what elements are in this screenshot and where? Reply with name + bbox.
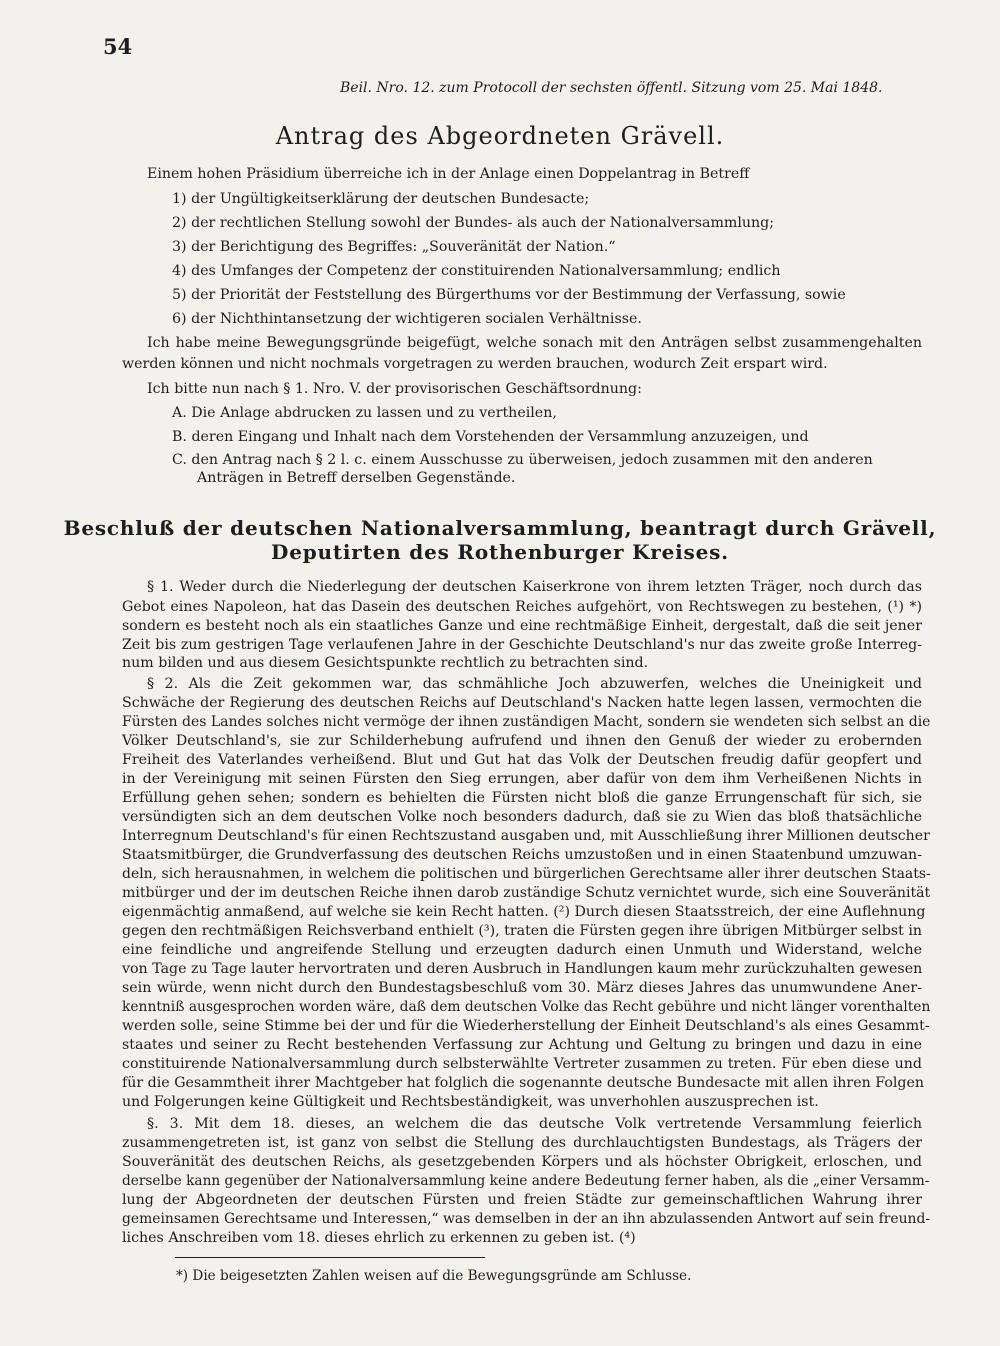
footnote-rule: [175, 1257, 485, 1258]
section-2-line: Freiheit des Vaterlandes verheißend. Blut und Gut hat das Volk der Deutschen freudig dafür geopfert und: [122, 752, 922, 768]
section-1-line: Gebot eines Napoleon, hat das Dasein des deutschen Reiches aufgehört, von Rechtswegen zu bestehen, (¹) *): [122, 599, 922, 615]
paragraph-line: werden können und nicht nochmals vorgetragen zu werden brauchen, wodurch Zeit erspart wird.: [122, 356, 828, 372]
section-2-line: constituirende Nationalversammlung durch selbsterwählte Vertreter zusammen zu treten. Für eben diese und: [122, 1056, 922, 1072]
section-3-line: derselbe kann gegenüber der Nationalversammlung keine andere Bedeutung ferner haben, als die „einer Versamm-: [122, 1173, 930, 1189]
section-2-line: werden solle, seine Stimme bei der und für die Wiederherstellung der Einheit Deutschland's als eines Gesammt-: [122, 1018, 930, 1034]
section-2-line: Staatsmitbürger, die Grundverfassung des deutschen Reichs umzustoßen und in einen Staatenbund umzuwan-: [122, 847, 922, 863]
section-3-line: zusammengetreten ist, ist ganz von selbst die Stellung des durchlauchtigsten Bundestags, als Trägers der: [122, 1135, 922, 1151]
list-item: 3) der Berichtigung des Begriffes: „Souveränität der Nation.“: [172, 239, 616, 255]
request-item: C. den Antrag nach § 2 l. c. einem Ausschusse zu überweisen, jedoch zusammen mit den anderen: [172, 452, 873, 468]
section-2-line: eigenmächtig anmaßend, auf welche sie kein Recht hatten. (²) Durch diesen Staatsstreich, der eine Auflehnung: [122, 904, 926, 920]
list-item: 4) des Umfanges der Competenz der constituirenden Nationalversammlung; endlich: [172, 263, 781, 279]
document-title: Antrag des Abgeordneten Grävell.: [275, 122, 725, 150]
section-2-line: Erfüllung gehen sehen; sondern es behielten die Fürsten nicht bloß die ganze Errungenschaft für sich, sie: [122, 790, 922, 806]
list-item: 1) der Ungültigkeitserklärung der deutschen Bundesacte;: [172, 191, 590, 207]
section-2-line: in der Vereinigung mit seinen Fürsten den Sieg errungen, aber dafür von dem ihm Verheißenen Nichts in: [122, 771, 922, 787]
section-2-line: eine feindliche und angreifende Stellung und erzeugten dadurch einen Unmuth und Widerstand, welche: [122, 942, 922, 958]
section-2-line: deln, sich herausnahmen, in welchem die politischen und bürgerlichen Gerechtsame aller ihrer deutschen Staats-: [122, 866, 931, 882]
section-2-line: Schwäche der Regierung des deutschen Reichs auf Deutschland's Nacken hatte legen lassen, vermochten die: [122, 695, 922, 711]
list-item: 6) der Nichthintansetzung der wichtigeren socialen Verhältnisse.: [172, 311, 642, 327]
request-item: B. deren Eingang und Inhalt nach dem Vorstehenden der Versammlung anzuzeigen, und: [172, 429, 809, 445]
section-3-line: lung der Abgeordneten der deutschen Fürsten und freien Städte zur gemeinschaftlichen Wahrung ihrer: [122, 1192, 922, 1208]
list-item: 2) der rechtlichen Stellung sowohl der Bundes- als auch der Nationalversammlung;: [172, 215, 775, 231]
section-2-line: gegen den rechtmäßigen Reichsverband enthielt (³), traten die Fürsten gegen ihre übrigen Mitbürger selbst in: [122, 923, 922, 939]
section-1-line: Zeit bis zum gestrigen Tage verlaufenen Jahre in der Geschichte Deutschland's nur das zweite große Interreg-: [122, 637, 922, 653]
paragraph-line: Ich habe meine Bewegungsgründe beigefügt, welche sonach mit den Anträgen selbst zusammengehalten: [147, 335, 922, 351]
section-2-line: von Tage zu Tage lauter hervortraten und deren Ausbruch in Handlungen kaum mehr zurückzuhalten gewesen: [122, 961, 923, 977]
section-1-line: § 1. Weder durch die Niederlegung der deutschen Kaiserkrone von ihrem letzten Träger, noch durch das: [147, 579, 922, 595]
section-2-line: versündigten sich an dem deutschen Volke noch besonders dadurch, daß sie zu Wien das bloß thatsächliche: [122, 809, 922, 825]
intro-line: Einem hohen Präsidium überreiche ich in der Anlage einen Doppelantrag in Betreff: [147, 166, 750, 182]
running-header: Beil. Nro. 12. zum Protocoll der sechsten öffentl. Sitzung vom 25. Mai 1848.: [340, 80, 883, 96]
list-item: 5) der Priorität der Feststellung des Bürgerthums vor der Bestimmung der Verfassung, sowie: [172, 287, 846, 303]
request-item: A. Die Anlage abdrucken zu lassen und zu vertheilen,: [172, 405, 557, 421]
section-1-line: sondern es besteht noch als ein staatliches Ganze und eine rechtmäßige Einheit, dergestalt, daß die seit jener: [122, 618, 922, 634]
section-2-line: kenntniß ausgesprochen worden wäre, daß dem deutschen Volke das Recht gebühre und nicht länger vorenthalten: [122, 999, 931, 1015]
section-3-line: liches Anschreiben vom 18. dieses ehrlich zu erkennen zu geben ist. (⁴): [122, 1230, 636, 1246]
section-2-line: Fürsten des Landes solches nicht vermöge der ihnen zuständigen Macht, sondern sie wendeten sich selbst an die: [122, 714, 931, 730]
page-number: 54: [103, 34, 133, 59]
section-2-line: für die Gesammtheit ihrer Machtgeber hat folglich die sogenannte deutsche Bundesacte mit allen ihren Folgen: [122, 1075, 925, 1091]
resolution-heading: Deputirten des Rothenburger Kreises.: [271, 540, 729, 564]
footnote: *) Die beigesetzten Zahlen weisen auf die Bewegungsgründe am Schlusse.: [176, 1268, 692, 1284]
section-1-line: num bilden und aus diesem Gesichtspunkte rechtlich zu betrachten sind.: [122, 655, 649, 671]
request-line: Ich bitte nun nach § 1. Nro. V. der provisorischen Geschäftsordnung:: [147, 381, 642, 397]
resolution-heading: Beschluß der deutschen Nationalversammlung, beantragt durch Grävell,: [63, 516, 937, 540]
section-2-line: mitbürger und der im deutschen Reiche ihnen darob zuständige Schutz vernichtet wurde, sich eine Souveränität: [122, 885, 931, 901]
section-2-line: Interregnum Deutschland's für einen Rechtszustand ausgaben und, mit Ausschließung ihrer Millionen deutscher: [122, 828, 930, 844]
section-3-line: Souveränität des deutschen Reichs, als gesetzgebenden Körpers und als höchster Obrigkeit, erloschen, und: [122, 1154, 922, 1170]
section-3-line: gemeinsamen Gerechtsame und Interessen,“ was demselben in der an ihn abzulassenden Antwort auf sein freund-: [122, 1211, 931, 1227]
request-item: Anträgen in Betreff derselben Gegenstände.: [197, 470, 516, 486]
section-2-line: sein würde, wenn nicht durch den Bundestagsbeschluß vom 30. März dieses Jahres das unumwundene Aner-: [122, 980, 922, 996]
section-2-line: staates und seiner zu Recht bestehenden Verfassung zur Achtung und Geltung zu bringen und dazu in eine: [122, 1037, 922, 1053]
section-2-line: und Folgerungen keine Gültigkeit und Rechtsbeständigkeit, was unverhohlen auszusprechen ist.: [122, 1094, 819, 1110]
section-2-line: § 2. Als die Zeit gekommen war, das schmähliche Joch abzuwerfen, welches die Uneinigkeit und: [147, 676, 922, 692]
section-3-line: §. 3. Mit dem 18. dieses, an welchem die das deutsche Volk vertretende Versammlung feierlich: [147, 1116, 922, 1132]
section-2-line: Völker Deutschland's, sie zur Schilderhebung aufrufend und ihnen den Genuß der wieder zu erobernden: [122, 733, 922, 749]
